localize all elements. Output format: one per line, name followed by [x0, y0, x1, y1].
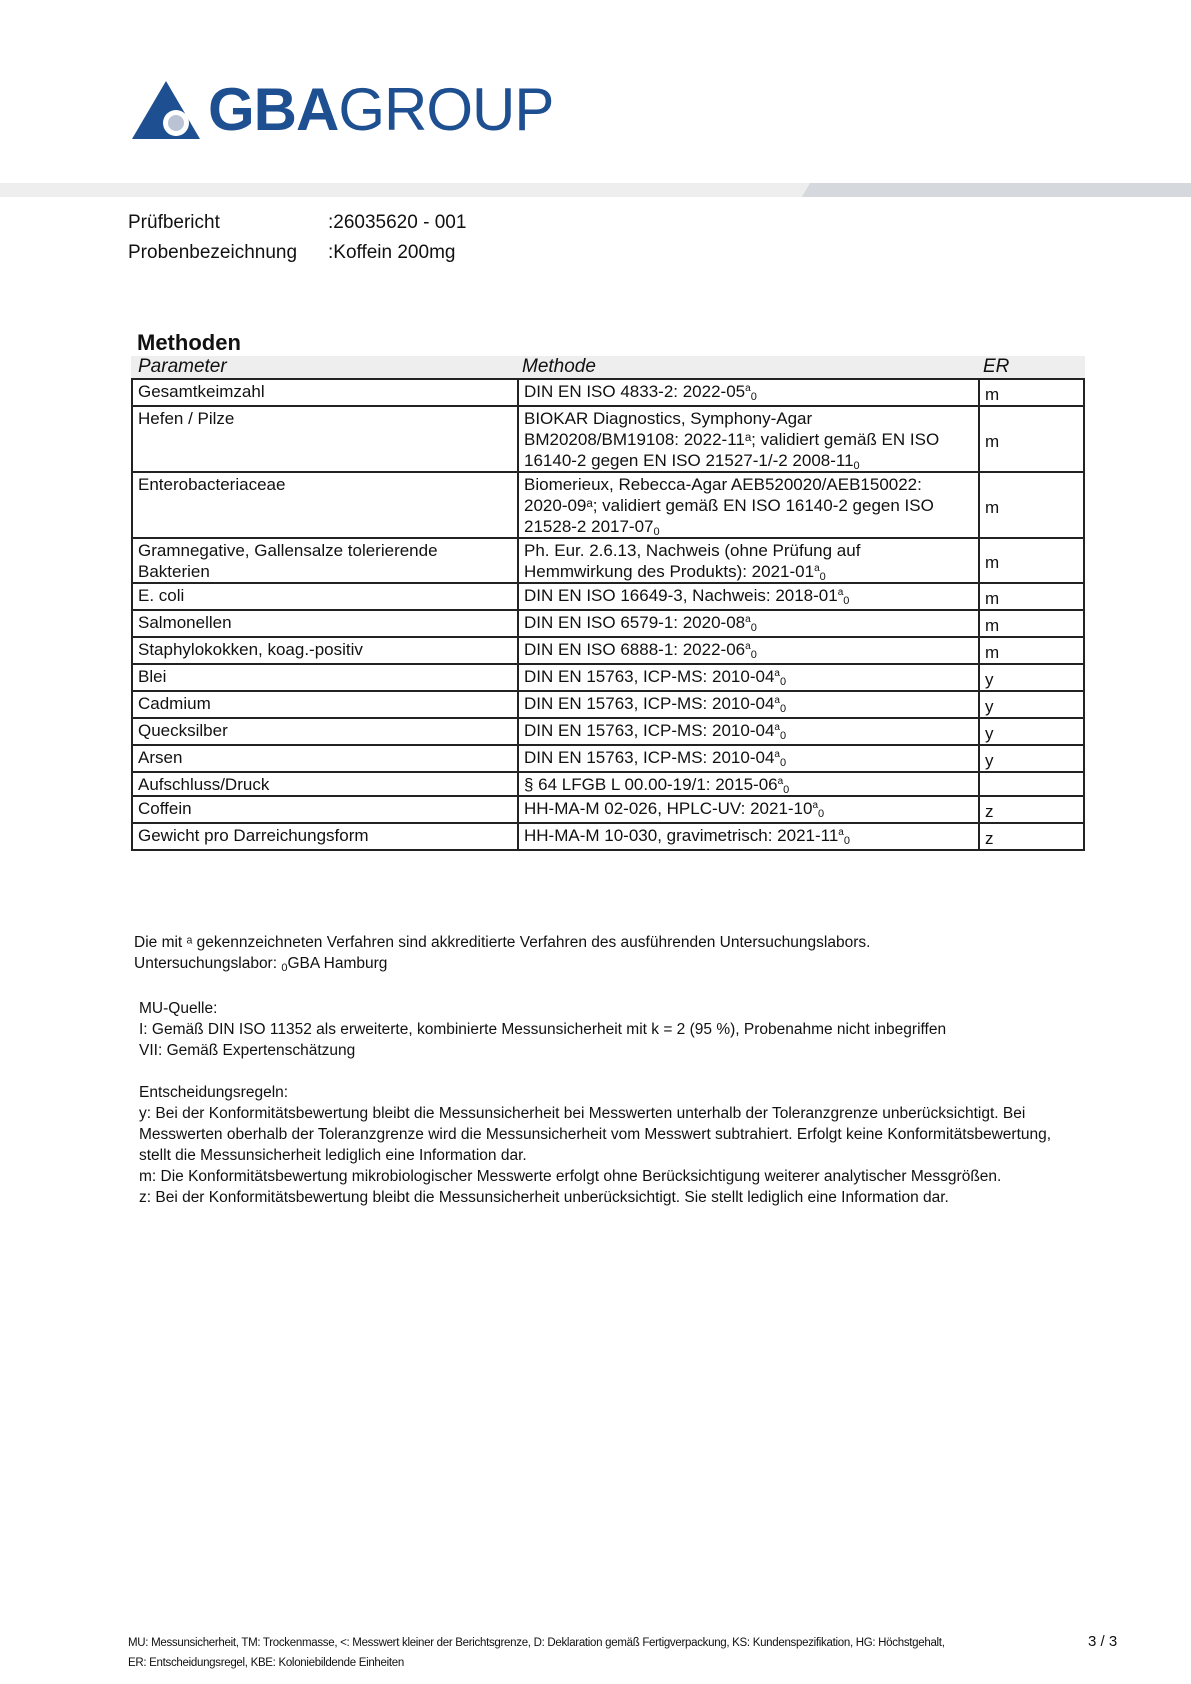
method-text: Biomerieux, Rebecca-Agar AEB520020/AEB150022:: [524, 475, 922, 494]
rule-line: z: Bei der Konformitätsbewertung bleibt die Messunsicherheit unberücksichtigt. Sie stellt lediglich eine Information dar.: [139, 1189, 949, 1206]
accreditation-mark: a: [812, 800, 819, 811]
mu-title: MU-Quelle:: [139, 1000, 218, 1017]
lab-index: 0: [750, 622, 757, 634]
method-line: [524, 639, 973, 660]
er-cell: m: [979, 637, 1084, 664]
method-text: § 64 LFGB L 00.00-19/1: 2015-06: [524, 775, 778, 794]
er-cell: y: [979, 664, 1084, 691]
sample-name-value: :Koffein 200mg: [328, 242, 456, 263]
parameter-cell: E. coli: [132, 583, 518, 610]
method-line: [524, 747, 973, 768]
method-text: Ph. Eur. 2.6.13, Nachweis (ohne Prüfung auf: [524, 541, 861, 560]
accreditation-mark: a: [774, 695, 780, 706]
lab-index: 0: [843, 835, 850, 847]
method-cell: [518, 637, 979, 664]
parameter-cell: Coffein: [132, 796, 518, 823]
gba-logo-mark-icon: [130, 79, 202, 141]
lab-index: 0: [750, 391, 757, 403]
method-cell: [518, 745, 979, 772]
sample-name-row: [128, 238, 466, 268]
method-text: DIN EN ISO 6888-1: 2022-06: [524, 640, 746, 659]
decision-rules-note: [139, 1082, 1079, 1208]
lab-index: 0: [779, 703, 787, 715]
method-text: DIN EN 15763, ICP-MS: 2010-04: [524, 721, 775, 740]
mu-source-note: [139, 998, 946, 1061]
parameter-cell: Salmonellen: [132, 610, 518, 637]
method-line: [524, 798, 973, 819]
lab-line: [134, 953, 870, 974]
method-line: [524, 450, 973, 471]
method-line: [524, 516, 973, 537]
er-cell: y: [979, 691, 1084, 718]
header-er: ER: [983, 356, 1010, 377]
table-row: [132, 472, 1084, 538]
accreditation-mark: a: [774, 668, 780, 679]
lab-index: 0: [750, 649, 757, 661]
report-number-row: [128, 208, 466, 238]
accreditation-text: Die mit ᵃ gekennzeichneten Verfahren sind akkreditierte Verfahren des ausführenden Untersuchungslabors.: [134, 934, 871, 951]
method-cell: [518, 538, 979, 583]
method-line: [524, 693, 973, 714]
report-number-value: :26035620 - 001: [328, 212, 467, 233]
parameter-cell: Gesamtkeimzahl: [132, 379, 518, 406]
lab-name: GBA Hamburg: [287, 955, 388, 972]
table-row: [132, 745, 1084, 772]
er-cell: m: [979, 610, 1084, 637]
lab-index: 0: [853, 460, 860, 472]
lab-index: 0: [653, 526, 660, 538]
methods-table: [131, 356, 1085, 851]
accreditation-mark: a: [774, 749, 780, 760]
lab-index: 0: [779, 757, 787, 769]
rule-line: y: Bei der Konformitätsbewertung bleibt die Messunsicherheit bei Messwerten unterhalb der Toleranzgrenze unberücksichtigt. Bei Messwerten oberhalb der Toleranzgrenze wird die Messunsicherheit vom Messwert subtrahiert. Erfolgt keine Konformitätsbewertung, stellt die Messunsicherheit lediglich eine Information dar.: [139, 1105, 1052, 1164]
company-logo: [130, 75, 553, 145]
method-text: 21528-2 2017-07: [524, 517, 654, 536]
logo-text-light: GROUP: [338, 76, 554, 143]
table-row: [132, 823, 1084, 850]
er-cell: m: [979, 538, 1084, 583]
table-row: [132, 379, 1084, 406]
method-line: [524, 774, 973, 795]
table-row: [132, 718, 1084, 745]
parameter-cell: Staphylokokken, koag.-positiv: [132, 637, 518, 664]
footer-line: MU: Messunsicherheit, TM: Trockenmasse, <: Messwert kleiner der Berichtsgrenze, D: Deklaration gemäß Fertigverpackung, KS: Kundenspezifikation, HG: Höchstgehalt,: [128, 1637, 945, 1649]
header-divider: [0, 183, 1191, 197]
parameter-cell: Arsen: [132, 745, 518, 772]
accreditation-mark: a: [745, 614, 751, 625]
method-text: BM20208/BM19108: 2022-11ᵃ; validiert gemäß EN ISO: [524, 430, 940, 449]
table-row: [132, 691, 1084, 718]
parameter-cell: Quecksilber: [132, 718, 518, 745]
method-text: DIN EN 15763, ICP-MS: 2010-04: [524, 667, 775, 686]
accreditation-mark: a: [777, 776, 784, 787]
accreditation-note: [134, 932, 870, 974]
lab-index: 0: [281, 962, 288, 974]
method-line: [524, 408, 973, 429]
lab-label: Untersuchungslabor:: [134, 955, 278, 972]
report-meta: [128, 208, 466, 268]
table-row: [132, 583, 1084, 610]
er-cell: y: [979, 718, 1084, 745]
accreditation-mark: a: [837, 587, 844, 598]
parameter-cell: Hefen / Pilze: [132, 406, 518, 472]
accreditation-mark: a: [745, 641, 751, 652]
method-text: DIN EN ISO 6579-1: 2020-08: [524, 613, 746, 632]
er-cell: m: [979, 379, 1084, 406]
parameter-cell: Gramnegative, Gallensalze tolerierende Bakterien: [132, 538, 518, 583]
accreditation-mark: a: [814, 563, 820, 574]
parameter-cell: Aufschluss/Druck: [132, 772, 518, 796]
mu-line: VII: Gemäß Expertenschätzung: [139, 1042, 356, 1059]
lab-index: 0: [779, 730, 787, 742]
method-line: [524, 612, 973, 633]
header-band-right-fill: [850, 183, 1191, 197]
method-cell: [518, 718, 979, 745]
accreditation-mark: a: [745, 383, 751, 394]
method-text: DIN EN ISO 16649-3, Nachweis: 2018-01: [524, 586, 838, 605]
er-cell: z: [979, 823, 1084, 850]
er-cell: z: [979, 796, 1084, 823]
methods-table-header: [131, 356, 1085, 378]
table-row: [132, 772, 1084, 796]
method-text: 16140-2 gegen EN ISO 21527-1/-2 2008-11: [524, 451, 854, 470]
method-cell: [518, 472, 979, 538]
header-parameter: Parameter: [138, 356, 227, 377]
er-cell: [979, 772, 1084, 796]
table-row: [132, 406, 1084, 472]
method-line: [524, 540, 973, 561]
method-cell: [518, 406, 979, 472]
rule-line: m: Die Konformitätsbewertung mikrobiologischer Messwerte erfolgt ohne Berücksichtigung weiterer analytischer Messgrößen.: [139, 1168, 1002, 1185]
method-text: HH-MA-M 02-026, HPLC-UV: 2021-10: [524, 799, 813, 818]
method-text: DIN EN 15763, ICP-MS: 2010-04: [524, 694, 775, 713]
method-line: [524, 429, 973, 450]
method-cell: [518, 610, 979, 637]
methods-grid: [131, 378, 1085, 851]
methods-title: Methoden: [137, 330, 241, 355]
rules-title: Entscheidungsregeln:: [139, 1084, 289, 1101]
method-cell: [518, 823, 979, 850]
header-band-left: [0, 183, 850, 197]
lab-index: 0: [783, 784, 790, 796]
table-row: [132, 664, 1084, 691]
er-cell: y: [979, 745, 1084, 772]
page-number: 3 / 3: [1088, 1633, 1118, 1650]
method-cell: [518, 691, 979, 718]
accreditation-mark: a: [838, 827, 844, 838]
method-text: DIN EN 15763, ICP-MS: 2010-04: [524, 748, 775, 767]
method-cell: [518, 664, 979, 691]
method-cell: [518, 796, 979, 823]
method-line: [524, 561, 973, 582]
footer-line: ER: Entscheidungsregel, KBE: Koloniebildende Einheiten: [128, 1657, 404, 1669]
er-cell: m: [979, 406, 1084, 472]
parameter-cell: Blei: [132, 664, 518, 691]
method-line: [524, 825, 973, 846]
method-line: [524, 720, 973, 741]
parameter-cell: Gewicht pro Darreichungsform: [132, 823, 518, 850]
lab-index: 0: [779, 676, 787, 688]
method-line: [524, 381, 973, 402]
method-text: DIN EN ISO 4833-2: 2022-05: [524, 382, 746, 401]
parameter-cell: Cadmium: [132, 691, 518, 718]
method-line: [524, 474, 973, 495]
method-line: [524, 495, 973, 516]
er-cell: m: [979, 583, 1084, 610]
report-number-label: Prüfbericht: [128, 212, 220, 233]
footer-legend: [128, 1633, 988, 1673]
method-cell: [518, 772, 979, 796]
method-text: Hemmwirkung des Produkts): 2021-01: [524, 562, 815, 581]
method-line: [524, 666, 973, 687]
method-text: HH-MA-M 10-030, gravimetrisch: 2021-11: [524, 826, 839, 845]
logo-text-bold: GBA: [208, 76, 339, 143]
method-text: BIOKAR Diagnostics, Symphony-Agar: [524, 409, 813, 428]
table-row: [132, 796, 1084, 823]
table-row: [132, 637, 1084, 664]
method-text: 2020-09ᵃ; validiert gemäß EN ISO 16140-2 gegen ISO: [524, 496, 934, 515]
accreditation-mark: a: [774, 722, 780, 733]
header-method: Methode: [522, 356, 596, 377]
sample-name-label: Probenbezeichnung: [128, 242, 298, 263]
parameter-cell: Enterobacteriaceae: [132, 472, 518, 538]
lab-index: 0: [819, 571, 826, 583]
method-cell: [518, 379, 979, 406]
lab-index: 0: [843, 595, 850, 607]
lab-index: 0: [818, 808, 825, 820]
table-row: [132, 538, 1084, 583]
method-cell: [518, 583, 979, 610]
table-row: [132, 610, 1084, 637]
er-cell: m: [979, 472, 1084, 538]
method-line: [524, 585, 973, 606]
mu-line: I: Gemäß DIN ISO 11352 als erweiterte, kombinierte Messunsicherheit mit k = 2 (95 %), Probenahme nicht inbegriffen: [139, 1021, 947, 1038]
